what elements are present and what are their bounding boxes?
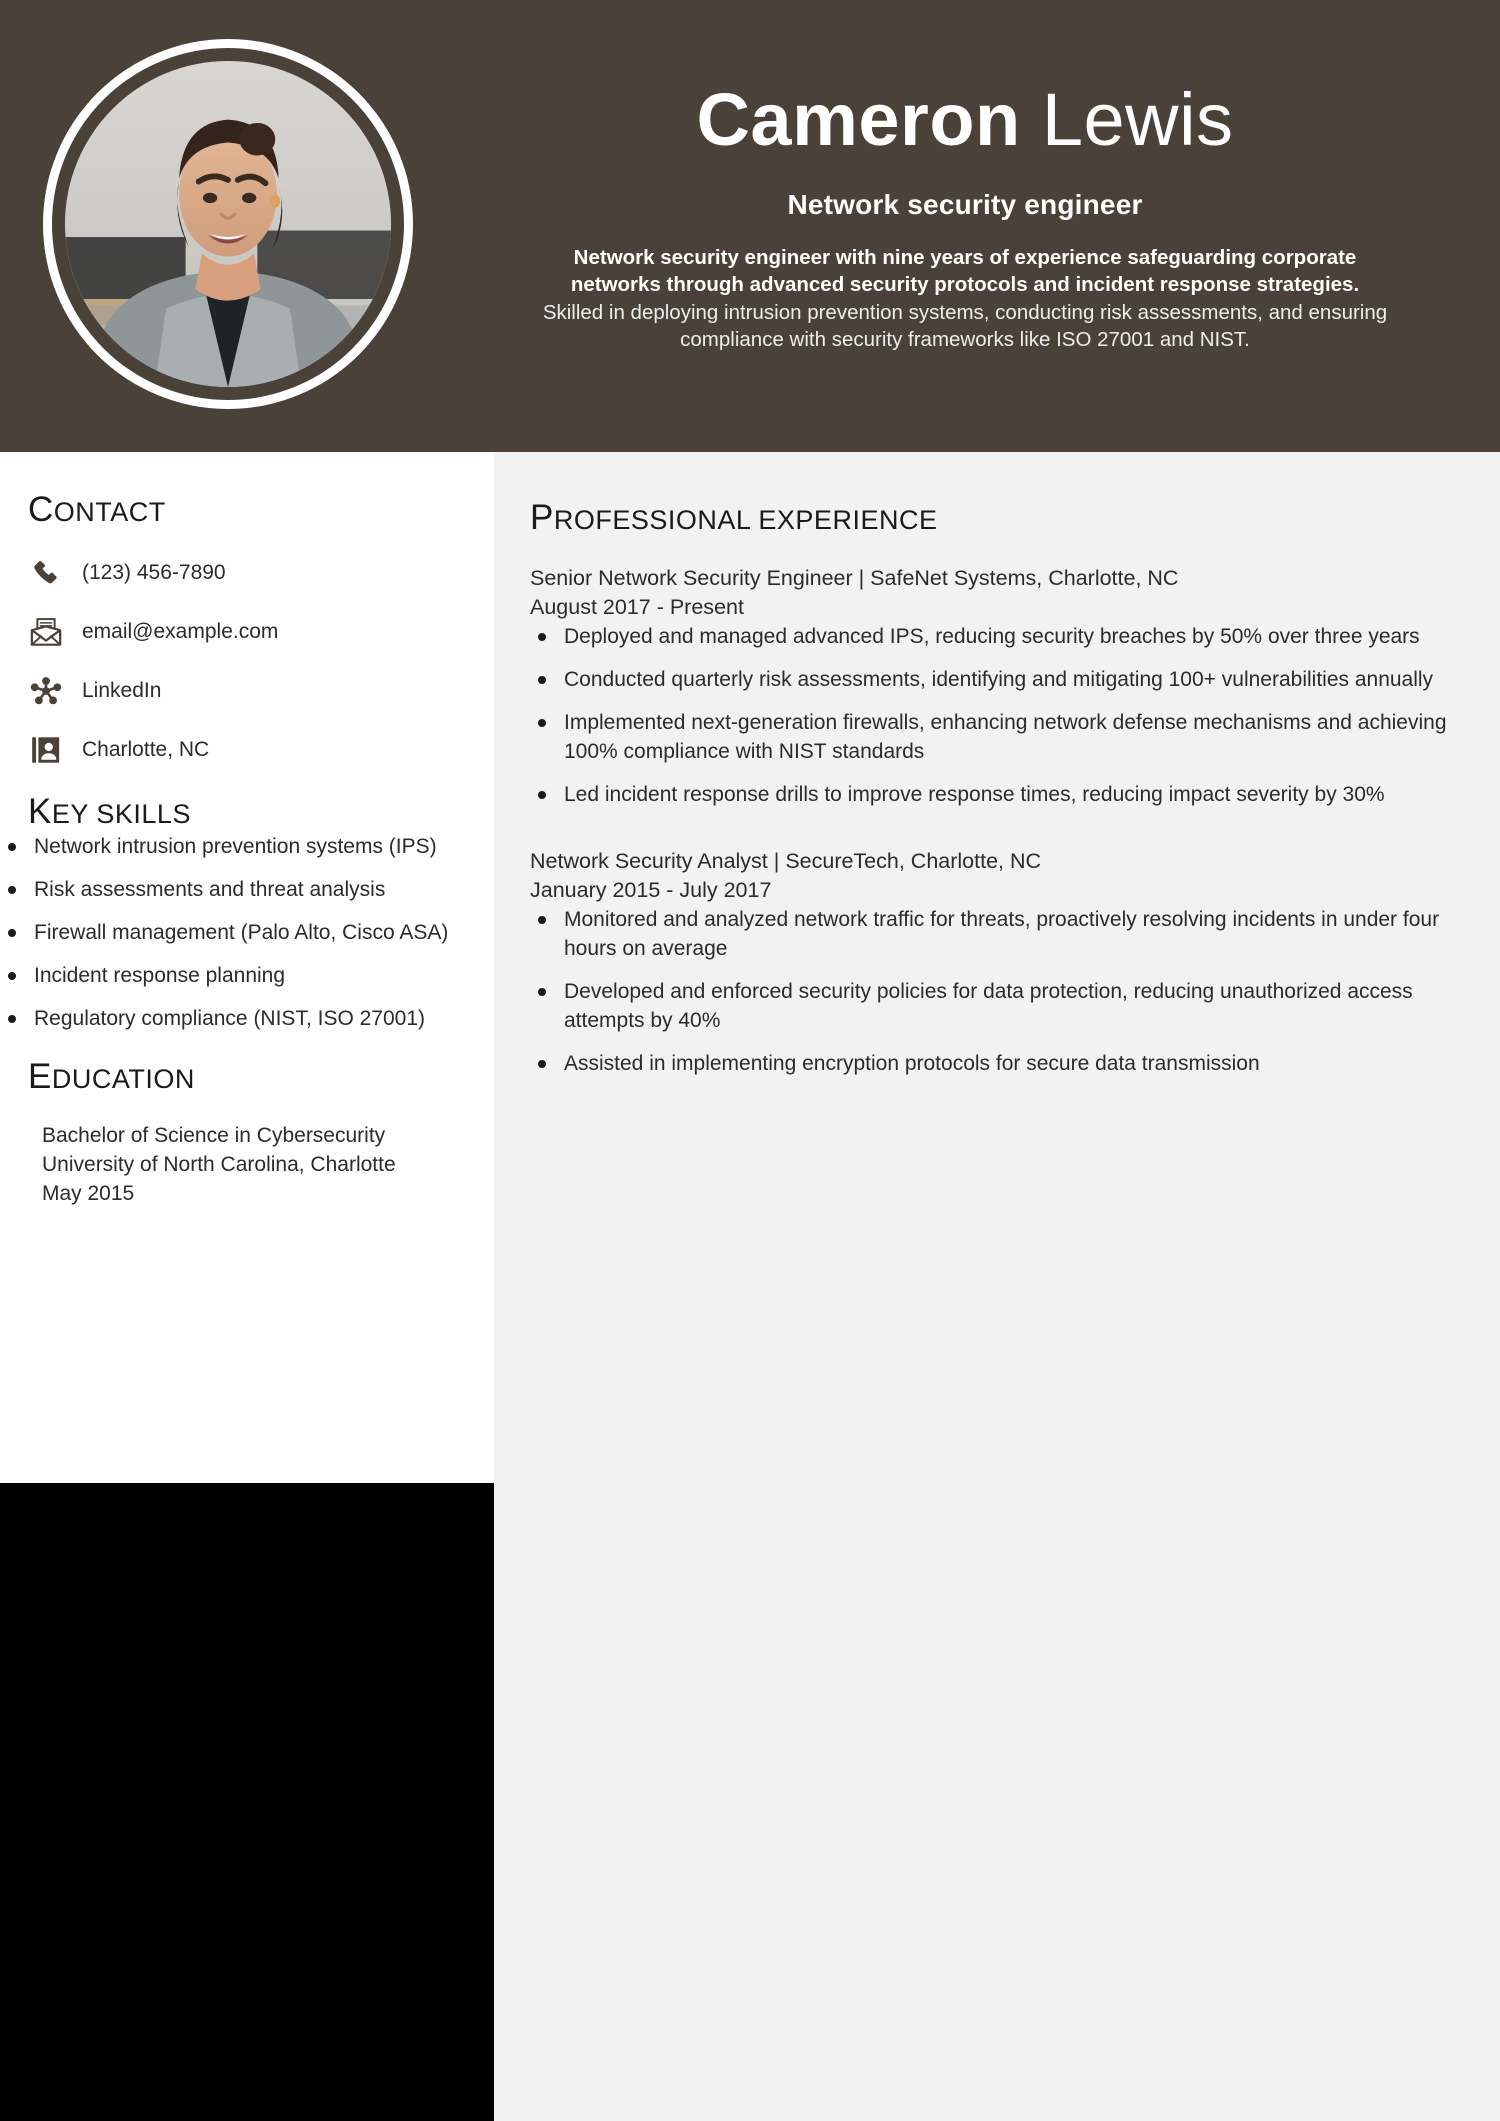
experience-bullets <box>530 622 1454 809</box>
experience-entry-header <box>530 847 1454 905</box>
list-item: Developed and enforced security policies for data protection, reducing unauthorized access attempts by 40% <box>530 977 1454 1035</box>
job-date-line: January 2015 - July 2017 <box>530 878 772 902</box>
contact-heading-initial: C <box>28 490 54 529</box>
education-school: University of North Carolina, Charlotte <box>42 1153 396 1176</box>
section-heading-contact <box>28 490 472 530</box>
sidebar <box>0 452 494 1483</box>
list-item: Implemented next-generation firewalls, enhancing network defense mechanisms and achieving 100% compliance with NIST standards <box>530 708 1454 766</box>
first-name: Cameron <box>696 78 1021 161</box>
experience-heading-rest: ROFESSIONAL EXPERIENCE <box>553 505 938 535</box>
contact-email-value: email@example.com <box>82 620 279 643</box>
job-separator <box>530 823 1454 847</box>
list-item: Assisted in implementing encryption protocols for secure data transmission <box>530 1049 1454 1078</box>
linkedin-network-icon <box>26 674 66 708</box>
contact-item-location[interactable] <box>0 733 494 767</box>
education-date: May 2015 <box>42 1182 135 1205</box>
summary-secondary: Skilled in deploying intrusion prevention systems, conducting risk assessments, and ensuring compliance with security frameworks like ISO 27001 and NIST. <box>542 301 1388 351</box>
experience-bullets <box>530 905 1454 1078</box>
contact-linkedin-value: LinkedIn <box>82 679 162 702</box>
experience-heading-initial: P <box>530 498 554 537</box>
list-item: Network intrusion prevention systems (IPS) <box>0 832 494 861</box>
job-title-line: Network Security Analyst | SecureTech, Charlotte, NC <box>530 849 1042 873</box>
section-heading-key-skills <box>28 792 472 832</box>
key-skills-list <box>0 832 494 1033</box>
experience-entry-header <box>530 564 1454 622</box>
list-item: Monitored and analyzed network traffic for threats, proactively resolving incidents in under four hours on average <box>530 905 1454 963</box>
education-heading-rest: DUCATION <box>51 1064 195 1094</box>
education-heading-initial: E <box>28 1057 52 1096</box>
email-icon <box>26 615 66 649</box>
list-item: Deployed and managed advanced IPS, reducing security breaches by 50% over three years <box>530 622 1454 651</box>
page-title <box>696 78 1233 162</box>
list-item: Risk assessments and threat analysis <box>0 875 494 904</box>
list-item: Incident response planning <box>0 961 494 990</box>
photo-outer-ring <box>43 39 413 409</box>
list-item: Led incident response drills to improve response times, reducing impact severity by 30% <box>530 780 1454 809</box>
phone-icon <box>26 556 66 590</box>
contact-phone-value: (123) 456-7890 <box>82 561 226 584</box>
profile-photo-container <box>43 34 413 414</box>
main-content <box>494 452 1500 2121</box>
contact-item-email[interactable] <box>0 615 494 649</box>
contact-item-phone[interactable] <box>0 556 494 590</box>
job-title-line: Senior Network Security Engineer | SafeNet Systems, Charlotte, NC <box>530 566 1179 590</box>
section-heading-education <box>28 1057 472 1097</box>
list-item: Conducted quarterly risk assessments, identifying and mitigating 100+ vulnerabilities annually <box>530 665 1454 694</box>
list-item: Firewall management (Palo Alto, Cisco ASA) <box>0 918 494 947</box>
contact-heading-rest: ONTACT <box>53 497 166 527</box>
job-title: Network security engineer <box>787 189 1143 220</box>
education-degree: Bachelor of Science in Cybersecurity <box>42 1124 386 1147</box>
job-date-line: August 2017 - Present <box>530 595 744 619</box>
address-card-icon <box>26 733 66 767</box>
photo-inner-ring <box>52 48 404 400</box>
skills-heading-initial: K <box>28 792 52 831</box>
education-entry <box>0 1121 494 1208</box>
skills-heading-rest: EY SKILLS <box>51 799 191 829</box>
contact-item-linkedin[interactable] <box>0 674 494 708</box>
contact-list <box>0 556 494 767</box>
last-name: Lewis <box>1041 78 1234 161</box>
contact-location-value: Charlotte, NC <box>82 738 210 761</box>
resume-header <box>0 0 1500 452</box>
header-text-block <box>430 0 1500 452</box>
summary-primary: Network security engineer with nine years of experience safeguarding corporate networks through advanced security protocols and incident response strategies. <box>570 246 1360 296</box>
section-heading-professional-experience <box>530 498 1454 538</box>
profile-photo <box>65 61 391 387</box>
list-item: Regulatory compliance (NIST, ISO 27001) <box>0 1004 494 1033</box>
sidebar-footer-block <box>0 1483 494 2121</box>
